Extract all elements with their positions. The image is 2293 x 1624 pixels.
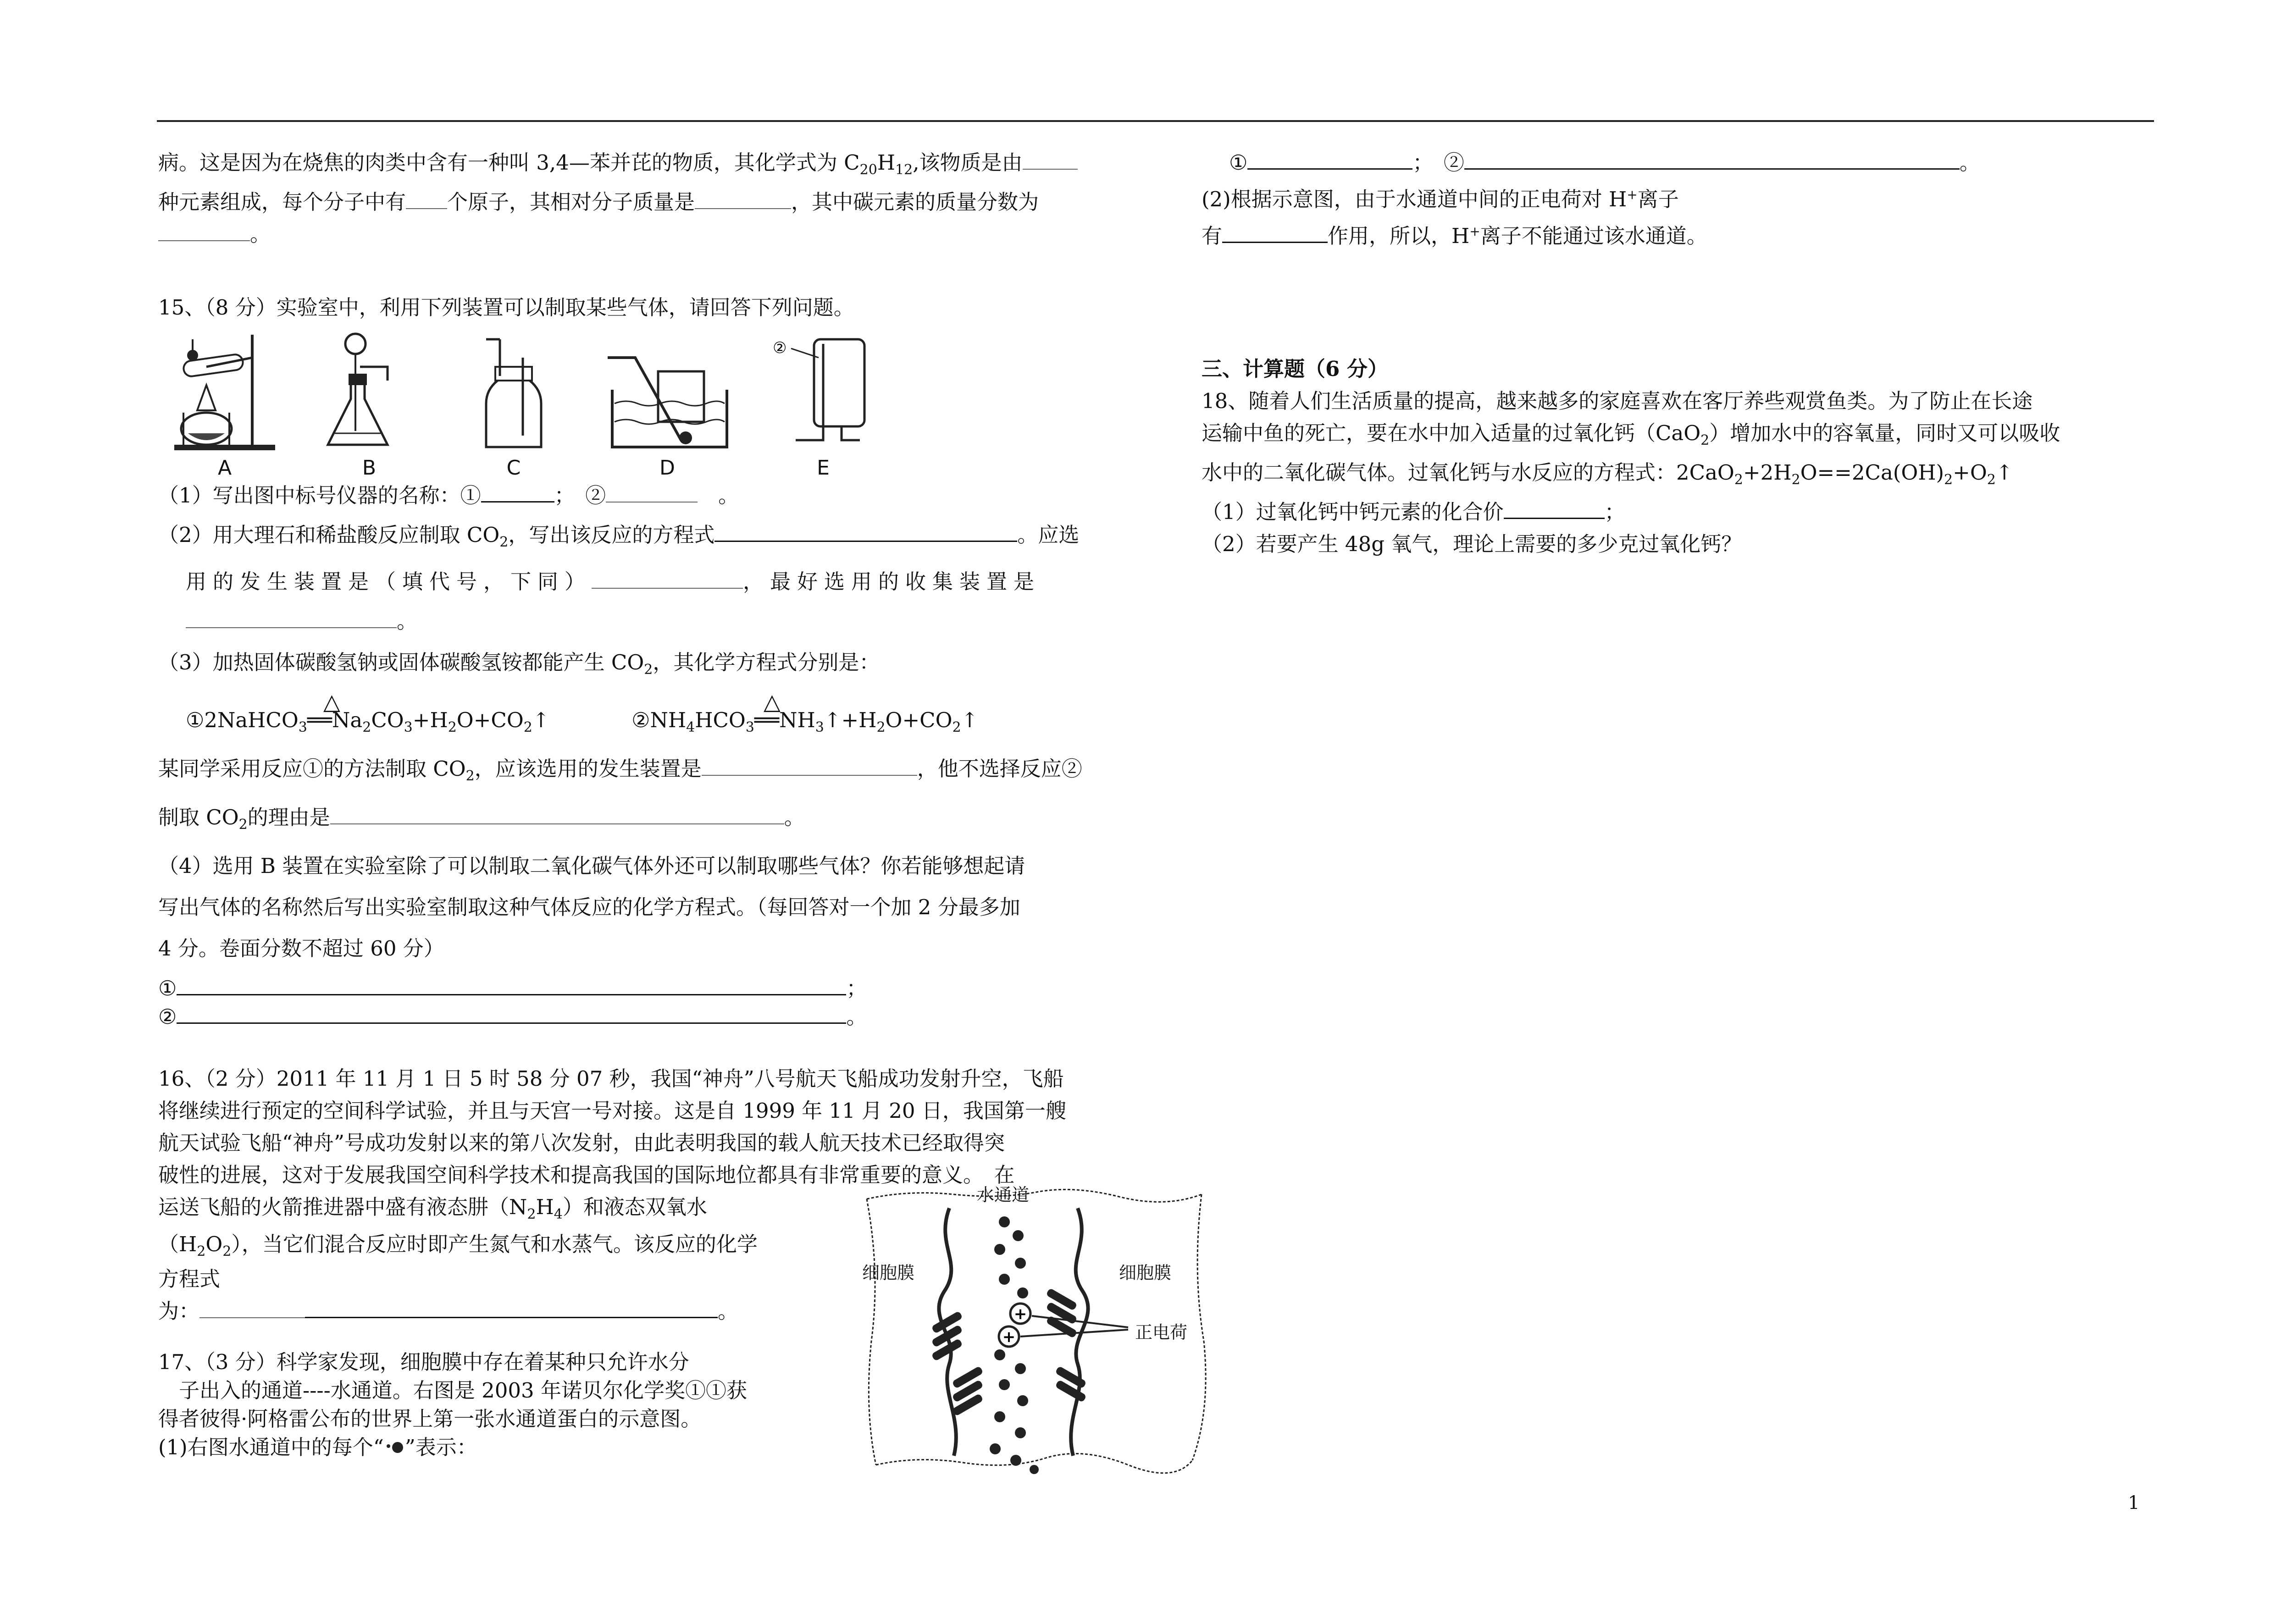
blank-generator[interactable] bbox=[592, 568, 743, 589]
q15-answer-2 bbox=[158, 1002, 1158, 1031]
q16-line-4: 破性的进展，这对于发展我国空间科学技术和提高我国的国际地位都具有非常重要的意义。 在 bbox=[158, 1163, 1015, 1187]
apparatus-figure bbox=[158, 328, 1158, 480]
text: 用的发生装置是（填代号，下同） bbox=[186, 569, 592, 594]
blank-equation-a[interactable] bbox=[199, 1297, 305, 1318]
subscript: 2 bbox=[1734, 472, 1743, 488]
q15-part-4-line-2: 写出气体的名称然后写出实验室制取这种气体反应的化学方程式。（每回答对一个加 2 分最多加 bbox=[158, 895, 1020, 919]
label-a: A bbox=[217, 456, 232, 480]
blank-reason[interactable] bbox=[330, 803, 784, 824]
blank-instrument-1[interactable] bbox=[481, 481, 554, 503]
right-column bbox=[1202, 147, 2155, 560]
text: +2H bbox=[1743, 460, 1792, 485]
label-e: E bbox=[817, 456, 830, 480]
text: 运送飞船的火箭推进器中盛有液态肼（N bbox=[158, 1195, 527, 1219]
q17-line-2: 子出入的通道----水通道。右图是 2003 年诺贝尔化学奖①①获 bbox=[158, 1378, 747, 1403]
text: 。 bbox=[250, 222, 271, 246]
text: H bbox=[536, 1195, 554, 1219]
text: 水中的二氧化碳气体。过氧化钙与水反应的方程式：2CaO bbox=[1202, 460, 1734, 485]
section-3-title: 三、计算题（6 分） bbox=[1202, 357, 1388, 381]
text: +O bbox=[1953, 460, 1987, 485]
text: 个原子，其相对分子质量是 bbox=[447, 190, 695, 214]
text: ）增加水中的容氧量，同时又可以吸收 bbox=[1709, 421, 2060, 445]
text: 制取 CO bbox=[158, 805, 239, 829]
blank-equation-b[interactable] bbox=[305, 1297, 718, 1318]
blank-molar-mass[interactable] bbox=[695, 188, 791, 209]
q15-title: 15、（8 分）实验室中，利用下列装置可以制取某些气体，请回答下列问题。 bbox=[158, 295, 854, 320]
apparatus-c bbox=[447, 330, 580, 480]
text: 病。这是因为在烧焦的肉类中含有一种叫 3,4—苯并芘的物质，其化学式为 C bbox=[158, 150, 860, 175]
text: （3）加热固体碳酸氢钠或固体碳酸氢铵都能产生 CO bbox=[158, 650, 644, 674]
label-b: B bbox=[362, 456, 377, 480]
text: （1）过氧化钙中钙元素的化合价 bbox=[1202, 500, 1504, 524]
q16-line-2: 将继续进行预定的空间科学试验，并且与天宫一号对接。这是自 1999 年 11 月 20 日，我国第一艘 bbox=[158, 1099, 1066, 1123]
text: (1)右图水通道中的每个“ bbox=[158, 1435, 384, 1459]
text: ； ② bbox=[1412, 150, 1464, 175]
header-rule bbox=[157, 120, 2154, 122]
q15-part-2b bbox=[158, 566, 1158, 598]
apparatus-e bbox=[754, 330, 892, 480]
text: H bbox=[877, 150, 896, 175]
water-molecule-icon bbox=[384, 1441, 405, 1454]
subscript: 2 bbox=[527, 1206, 536, 1222]
text: ，其中碳元素的质量分数为 bbox=[791, 190, 1039, 214]
blank-q17-effect[interactable] bbox=[1222, 221, 1328, 243]
text: ① bbox=[158, 976, 177, 1000]
subscript: 2 bbox=[1791, 472, 1800, 488]
text: 。 bbox=[784, 805, 805, 829]
q15-part-4-line-3: 4 分。卷面分数不超过 60 分） bbox=[158, 936, 444, 961]
text: ② bbox=[158, 1005, 177, 1029]
blank-mass-fraction[interactable] bbox=[158, 220, 250, 241]
inverted-gas-bottle-icon bbox=[768, 330, 878, 454]
text: ，他不选择反应② bbox=[917, 757, 1082, 781]
blank-q17-1[interactable] bbox=[1247, 148, 1412, 170]
blank-equation[interactable] bbox=[714, 520, 1017, 542]
page-number: 1 bbox=[2128, 1492, 2140, 1514]
text: ； ② bbox=[554, 483, 606, 508]
text: ↑ bbox=[1995, 460, 2013, 485]
subscript: 2 bbox=[644, 662, 653, 678]
text: 某同学采用反应①的方法制取 CO bbox=[158, 757, 466, 781]
q18-line-3 bbox=[1202, 457, 2155, 496]
subscript: 2 bbox=[222, 1243, 232, 1259]
subscript: 20 bbox=[859, 162, 877, 178]
superscript: + bbox=[1469, 224, 1480, 239]
q18-part-1 bbox=[1202, 496, 2155, 528]
text: O==2Ca(OH) bbox=[1800, 460, 1944, 485]
label-membrane-left: 细胞膜 bbox=[862, 1263, 915, 1283]
text: ，其化学方程式分别是： bbox=[653, 650, 880, 674]
equation-2: $②NH_4HCO_3══NH_3↑+H_2O+CO_2↑$ bbox=[631, 708, 979, 735]
svg-text:+: + bbox=[1014, 1305, 1027, 1323]
subscript: 2 bbox=[465, 768, 475, 784]
text: 。 bbox=[718, 483, 739, 508]
text: ”表示： bbox=[404, 1435, 477, 1459]
text: （1）写出图中标号仪器的名称：① bbox=[158, 483, 481, 508]
text: O bbox=[205, 1232, 223, 1256]
erlenmeyer-flask-funnel-icon bbox=[323, 330, 415, 454]
q15-part-2 bbox=[158, 519, 1158, 558]
q14-line-1 bbox=[158, 147, 1158, 186]
q14-line-2 bbox=[158, 186, 1158, 218]
text: ,该物质是由 bbox=[913, 150, 1023, 175]
subscript: 4 bbox=[554, 1206, 563, 1222]
blank-instrument-2[interactable] bbox=[606, 481, 698, 503]
subscript: 2 bbox=[1944, 472, 1953, 488]
q17-part-2 bbox=[1202, 179, 2155, 215]
q15-part-2c bbox=[158, 605, 1158, 637]
apparatus-a bbox=[158, 330, 291, 480]
svg-text:+: + bbox=[1002, 1328, 1016, 1346]
q16-line-1: 16、（2 分）2011 年 11 月 1 日 5 时 58 分 07 秒，我国“神舟”八号航天飞船成功发射升空，飞船 bbox=[158, 1066, 1064, 1091]
text: （2）用大理石和稀盐酸反应制取 CO bbox=[158, 523, 500, 547]
text: 离子不能通过该水通道。 bbox=[1480, 224, 1707, 248]
text: ），当它们混合反应时即产生氮气和水蒸气。该反应的化学 bbox=[231, 1232, 758, 1256]
blank-answer-2[interactable] bbox=[177, 1002, 846, 1024]
q17-answers bbox=[1202, 147, 2155, 179]
blank-atoms[interactable] bbox=[406, 188, 447, 209]
text: ； bbox=[846, 976, 867, 1000]
text: 作用，所以，H bbox=[1328, 224, 1470, 248]
q15-answer-1 bbox=[158, 974, 1158, 1002]
text: (2)根据示意图，由于水通道中间的正电荷对 H bbox=[1202, 187, 1627, 211]
q17-line-3: 得者彼得·阿格雷公布的世界上第一张水通道蛋白的示意图。 bbox=[158, 1407, 702, 1431]
q15-part-3b bbox=[158, 753, 1158, 792]
subscript: 12 bbox=[895, 162, 913, 178]
blank-q17-2[interactable] bbox=[1464, 148, 1960, 170]
q16-line-7: 方程式 bbox=[158, 1267, 221, 1291]
superscript: + bbox=[1627, 187, 1638, 202]
q15-part-3c bbox=[158, 801, 1158, 841]
q14-line-3 bbox=[158, 218, 1158, 250]
text: 。 bbox=[846, 1005, 867, 1029]
text: ，最好选用的收集装置是 bbox=[743, 569, 1041, 594]
q18-line-1: 18、随着人们生活质量的提高，越来越多的家庭喜欢在客厅养些观赏鱼类。为了防止在长途 bbox=[1202, 389, 2033, 413]
blank-collector[interactable] bbox=[186, 607, 397, 628]
heat-icon: △ bbox=[323, 689, 340, 715]
blank-device[interactable] bbox=[702, 755, 917, 776]
apparatus-b bbox=[291, 330, 447, 480]
text: （H bbox=[158, 1232, 197, 1256]
text: ）和液态双氧水 bbox=[562, 1195, 707, 1219]
text: 有 bbox=[1202, 224, 1223, 248]
text: ，应该选用的发生装置是 bbox=[474, 757, 702, 781]
subscript: 2 bbox=[499, 534, 509, 550]
water-trough-icon bbox=[598, 330, 736, 454]
gas-bottle-icon bbox=[477, 330, 550, 454]
q17-line-1: 17、（3 分）科学家发现，细胞膜中存在着某种只允许水分 bbox=[158, 1350, 689, 1374]
heat-icon: △ bbox=[764, 689, 781, 715]
blank-answer-1[interactable] bbox=[177, 974, 846, 995]
subscript: 2 bbox=[1700, 432, 1710, 448]
blank-elements[interactable] bbox=[1023, 149, 1078, 170]
water-channel-figure bbox=[862, 1181, 1211, 1483]
text: ，写出该反应的方程式 bbox=[508, 523, 715, 547]
label-positive-charge: 正电荷 bbox=[1135, 1322, 1188, 1342]
q18-part-2: （2）若要产生 48g 氧气，理论上需要的多少克过氧化钙？ bbox=[1202, 532, 1742, 556]
mark-2: ② bbox=[773, 339, 787, 357]
text: 。 bbox=[1959, 150, 1980, 175]
text: 。应选 bbox=[1017, 523, 1080, 547]
equation-1: $①2NaHCO_3══Na_2CO_3+H_2O+CO_2↑$ bbox=[186, 708, 550, 735]
q15-equations bbox=[158, 689, 1158, 744]
label-d: D bbox=[659, 456, 675, 480]
text: 离子 bbox=[1637, 187, 1679, 211]
text: ； bbox=[1604, 500, 1625, 524]
label-c: C bbox=[506, 456, 521, 480]
blank-valence[interactable] bbox=[1504, 497, 1605, 519]
text: 运输中鱼的死亡，要在水中加入适量的过氧化钙（CaO bbox=[1202, 421, 1701, 445]
text: 。 bbox=[397, 609, 418, 633]
text: 为： bbox=[158, 1299, 200, 1323]
text: 的理由是 bbox=[247, 805, 330, 829]
subscript: 2 bbox=[197, 1243, 206, 1259]
apparatus-d bbox=[580, 330, 754, 480]
text: 。 bbox=[718, 1299, 739, 1323]
q17-part-2b bbox=[1202, 215, 2155, 252]
subscript: 2 bbox=[1987, 472, 1996, 488]
subscript: 2 bbox=[238, 817, 248, 833]
q18-line-2 bbox=[1202, 417, 2155, 457]
alcohol-lamp-test-tube-icon bbox=[165, 330, 284, 454]
label-membrane-right: 细胞膜 bbox=[1119, 1263, 1172, 1283]
text: ① bbox=[1229, 150, 1248, 175]
text: 种元素组成，每个分子中有 bbox=[158, 190, 406, 214]
q15-part-4-line-1: （4）选用 B 装置在实验室除了可以制取二氧化碳气体外还可以制取哪些气体？你若能够想起请 bbox=[158, 854, 1025, 878]
q16-line-3: 航天试验飞船“神舟”号成功发射以来的第八次发射，由此表明我国的载人航天技术已经取得突 bbox=[158, 1131, 1005, 1155]
q15-part-3 bbox=[158, 646, 1158, 686]
label-water-channel: 水通道 bbox=[977, 1185, 1030, 1205]
q15-part-1 bbox=[158, 480, 1158, 512]
